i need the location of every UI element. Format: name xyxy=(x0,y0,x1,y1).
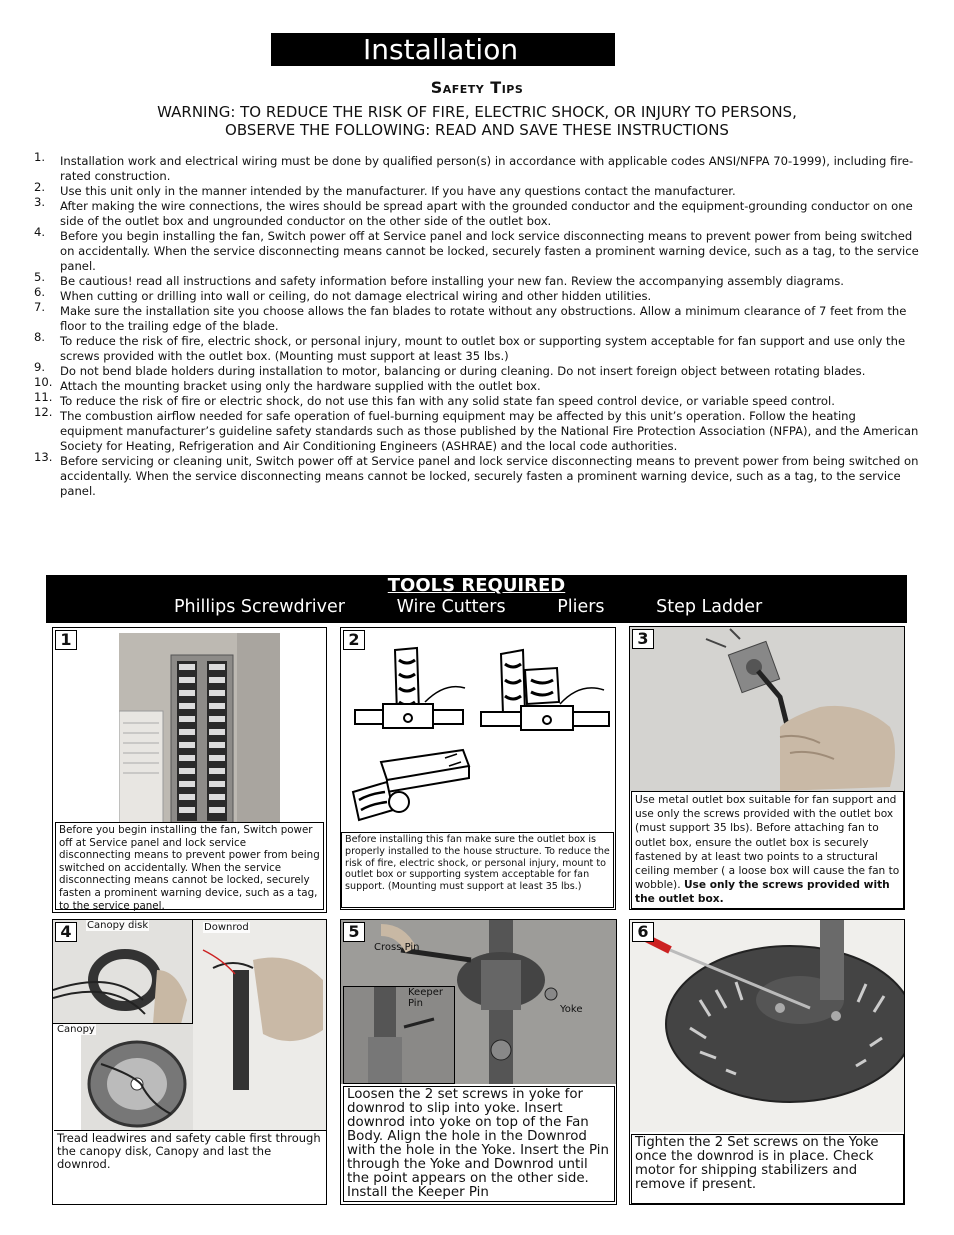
list-item xyxy=(30,360,920,379)
tool-item: Pliers xyxy=(557,597,605,617)
list-item-number: 4. xyxy=(34,225,46,239)
tools-heading-word-1: TOOLS xyxy=(387,575,456,596)
canopy-photo xyxy=(81,1024,193,1130)
tool-item: Wire Cutters xyxy=(396,597,506,617)
motor-yoke-photo xyxy=(630,920,905,1132)
downrod-photo xyxy=(193,920,327,1130)
list-item-number: 13. xyxy=(34,450,53,464)
step-number: 1 xyxy=(55,630,77,650)
step-number: 3 xyxy=(632,629,654,649)
label-yoke: Yoke xyxy=(560,1004,583,1015)
list-item xyxy=(30,180,920,199)
list-item-number: 1. xyxy=(34,150,46,164)
step-caption: Before you begin installing the fan, Switch power off at Service panel and lock service disconnecting means to prevent power from being switched on accidentally. When the service disconnecting means cannot be locked, securely fasten a prominent warning device, such as a tag, to the service panel. xyxy=(55,822,324,910)
list-item xyxy=(30,405,920,454)
list-item xyxy=(30,195,920,229)
list-item-number: 8. xyxy=(34,330,46,344)
breaker-panel-photo xyxy=(119,633,280,823)
list-item-text: Installation work and electrical wiring must be done by qualified person(s) in accordance with applicable codes ANSI/NFPA 70-1999), including fire-rated construction. xyxy=(60,154,914,183)
label-keeper-pin: Keeper Pin xyxy=(408,987,443,1009)
label-canopy: Canopy xyxy=(57,1024,95,1035)
label-canopy-disk: Canopy disk xyxy=(87,920,149,931)
tool-item: Phillips Screwdriver xyxy=(174,597,345,617)
step-2-panel xyxy=(340,627,616,910)
tool-item: Step Ladder xyxy=(656,597,763,617)
list-item-text: After making the wire connections, the wires should be spread apart with the grounded conductor and the equipment-grounding conductor on one side of the outlet box and ungrounded conductor on the other side of the outlet box. xyxy=(60,199,913,228)
step-caption: Before installing this fan make sure the outlet box is properly installed to the house structure. To reduce the risk of fire, electric shock, or personal injury, mount to outlet box or supporting system acceptable for fan support. (Mounting must support at least 35 lbs.) xyxy=(341,832,614,908)
step-number: 6 xyxy=(632,922,654,942)
list-item xyxy=(30,300,920,334)
list-item-text: Be cautious! read all instructions and safety information before installing your new fan. Review the accompanying assembly diagrams. xyxy=(60,274,844,288)
list-item-text: Attach the mounting bracket using only the hardware supplied with the outlet box. xyxy=(60,379,541,393)
tools-list xyxy=(174,596,808,618)
list-item xyxy=(30,375,920,394)
list-item xyxy=(30,150,920,184)
warning-text xyxy=(0,103,954,139)
step-number: 4 xyxy=(55,922,77,942)
list-item xyxy=(30,285,920,304)
step-caption: Loosen the 2 set screws in yoke for downrod to slip into yoke. Insert downrod into yoke on top of the Fan Body. Align the hole in the Downrod with the hole in the Yoke. Insert the Pin through the Yoke and Downrod until the point appears on the other side. Install the Keeper Pin xyxy=(343,1086,615,1202)
warning-line-2: OBSERVE THE FOLLOWING: READ AND SAVE THESE INSTRUCTIONS xyxy=(225,121,729,139)
step-caption: Tread leadwires and safety cable first through the canopy disk, Canopy and last the downrod. xyxy=(54,1130,326,1204)
list-item-text: The combustion airflow needed for safe operation of fuel-burning equipment may be affected by this unit’s operation. Follow the heating equipment manufacturer’s guideline safety standards such as those published by the National Fire Protection Association (NFPA), and the American Society for Heating, Refrigeration and Air Conditioning Engineers (ASHRAE) and the local code authorities. xyxy=(60,409,919,453)
list-item-number: 6. xyxy=(34,285,46,299)
list-item-number: 7. xyxy=(34,300,46,314)
list-item-number: 2. xyxy=(34,180,46,194)
label-downrod: Downrod xyxy=(204,922,249,933)
tools-heading-word-2: REQUIRED xyxy=(461,575,566,596)
list-item-text: To reduce the risk of fire, electric shock, or personal injury, mount to outlet box or supporting system acceptable for fan support and use only the screws provided with the outlet box. (Mounting must support at least 35 lbs.) xyxy=(60,334,906,363)
list-item-number: 5. xyxy=(34,270,46,284)
step-caption-bold: Use only the screws provided with the outlet box. xyxy=(635,879,890,906)
list-item-text: To reduce the risk of fire or electric shock, do not use this fan with any solid state fan speed control device, or variable speed control. xyxy=(60,394,835,408)
step-5-panel xyxy=(340,919,617,1205)
list-item-number: 9. xyxy=(34,360,46,374)
step-number: 2 xyxy=(343,630,365,650)
safety-tips-list xyxy=(30,150,920,499)
list-item-text: Do not bend blade holders during installation to motor, balancing or during cleaning. Do not insert foreign object between rotating blades. xyxy=(60,364,866,378)
list-item-number: 10. xyxy=(34,375,53,389)
step-1-panel xyxy=(52,627,327,913)
step-3-panel xyxy=(629,626,905,910)
list-item-number: 3. xyxy=(34,195,46,209)
tools-required-bar xyxy=(46,575,907,623)
step-caption xyxy=(631,791,904,909)
list-item xyxy=(30,270,920,289)
outlet-box-photo xyxy=(630,627,905,791)
step-4-panel xyxy=(52,919,327,1205)
list-item-text: Make sure the installation site you choose allows the fan blades to rotate without any obstructions. Allow a minimum clearance of 7 feet from the floor to the trailing edge of the blade. xyxy=(60,304,907,333)
list-item-text: Before servicing or cleaning unit, Switch power off at Service panel and lock service disconnecting means to prevent power from being switched on accidentally. When the service disconnecting means cannot be locked, securely fasten a prominent warning device, such as a tag, to the service panel. xyxy=(60,454,919,498)
step-caption-text: Use metal outlet box suitable for fan support and use only the screws provided with the outlet box (must support 35 lbs). Before attaching fan to outlet box, ensure the outlet box is securely fastened by at least two points to a structural ceiling member ( a loose box will cause the fan to wobble). xyxy=(635,794,900,892)
page-title: Installation xyxy=(271,33,615,66)
tools-heading xyxy=(46,575,907,597)
list-item xyxy=(30,330,920,364)
safety-tips-heading: Safety Tips xyxy=(430,78,524,97)
list-item-text: Use this unit only in the manner intended by the manufacturer. If you have any questions contact the manufacturer. xyxy=(60,184,736,198)
label-cross-pin: Cross Pin xyxy=(374,942,420,953)
step-caption: Tighten the 2 Set screws on the Yoke once the downrod is in place. Check motor for shipping stabilizers and remove if present. xyxy=(631,1134,904,1204)
list-item-number: 11. xyxy=(34,390,53,404)
warning-line-1: WARNING: TO REDUCE THE RISK OF FIRE, ELECTRIC SHOCK, OR INJURY TO PERSONS, xyxy=(157,103,797,121)
list-item xyxy=(30,390,920,409)
step-6-panel xyxy=(629,919,905,1205)
step-number: 5 xyxy=(343,922,365,942)
list-item-text: When cutting or drilling into wall or ceiling, do not damage electrical wiring and other hidden utilities. xyxy=(60,289,652,303)
list-item-text: Before you begin installing the fan, Switch power off at Service panel and lock service disconnecting means to prevent power from being switched on accidentally. When the service disconnecting means cannot be locked, securely fasten a prominent warning device, such as a tag, to the service panel. xyxy=(60,229,919,273)
outlet-box-diagram xyxy=(345,642,613,832)
list-item xyxy=(30,450,920,499)
list-item-number: 12. xyxy=(34,405,53,419)
list-item xyxy=(30,225,920,274)
